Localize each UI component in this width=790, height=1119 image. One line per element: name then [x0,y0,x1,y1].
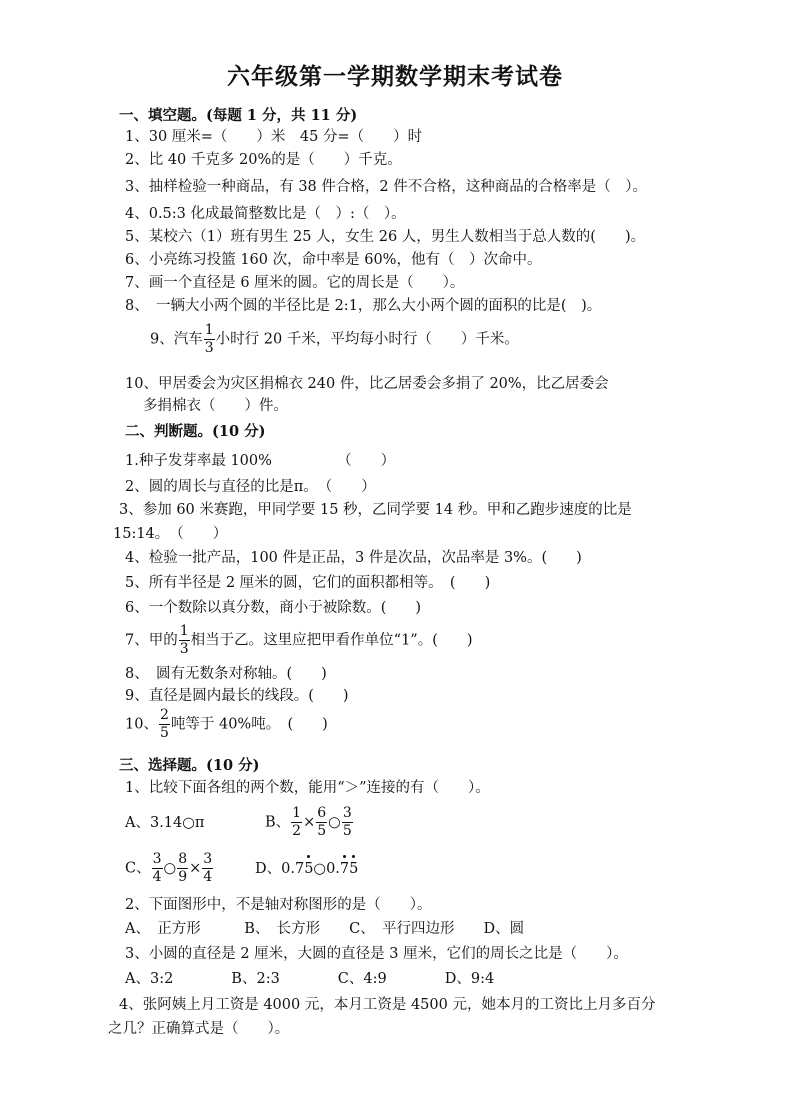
choice-question-2: 2、下面图形中，不是轴对称图形的是（ ）。 [125,897,432,913]
j10-suffix: 吨等于 40%吨。 ( ) [170,716,328,733]
fill-question-6: 6、小亮练习投篮 160 次，命中率是 60%，他有（ ）次命中。 [125,252,542,268]
opt-b-compare: ○ [328,814,341,831]
opt-c-f1-numerator: 3 [152,851,162,867]
opt-b-fraction-1 [291,805,302,840]
exam-title: 六年级第一学期数学期末考试卷 [227,63,563,90]
opt-b-f2-numerator: 6 [317,805,327,821]
choice-3-options: A、3:2 B、2:3 C、4:9 D、9:4 [125,971,495,987]
choice-1-option-d [255,859,358,879]
section-3-heading: 三、选择题。(10 分) [119,757,260,774]
choice-question-1: 1、比较下面各组的两个数，能用“＞”连接的有（ ）。 [125,780,490,796]
opt-c-fraction-2 [177,851,188,886]
judge-question-8: 8、 圆有无数条对称轴。( ) [125,666,327,682]
choice-1-option-c [125,851,214,886]
fill-question-1: 1、30 厘米=（ ）米 45 分=（ ）时 [125,129,423,145]
q9-suffix: 小时行 20 千米，平均每小时行（ ）千米。 [215,331,519,348]
opt-d-repeating-digit-3: 5 [349,861,359,877]
opt-b-f1-numerator: 1 [292,805,302,821]
fill-question-5: 5、某校六（1）班有男生 25 人，女生 26 人，男生人数相当于总人数的( )。 [125,229,646,245]
opt-b-fraction-3 [342,805,353,840]
section-2-heading: 二、判断题。(10 分) [125,423,266,440]
j10-prefix: 10、 [125,716,158,733]
j10-fraction [159,707,170,742]
opt-b-f2-denominator: 5 [317,823,327,839]
opt-c-times: × [189,860,202,877]
judge-question-3-line1: 3、参加 60 米赛跑，甲同学要 15 秒，乙同学要 14 秒。甲和乙跑步速度的比是 [119,502,632,518]
q9-numerator: 1 [204,322,214,338]
judge-question-1: 1.种子发芽率最 100% （ ） [125,453,396,469]
choice-1-option-b [265,805,354,840]
fill-question-2: 2、比 40 千克多 20%的是（ ）千克。 [125,152,402,168]
choice-question-3: 3、小圆的直径是 2 厘米，大圆的直径是 3 厘米，它们的周长之比是（ ）。 [125,946,628,962]
j7-numerator: 1 [179,623,189,639]
judge-question-3-line2: 15:14。 （ ） [113,526,228,542]
fill-question-10-line2: 多捐棉衣（ ）件。 [143,398,288,414]
opt-b-f3-numerator: 3 [342,805,352,821]
judge-question-10 [125,707,328,742]
opt-b-label: B、 [265,814,291,831]
q9-fraction [204,322,215,357]
opt-b-f3-denominator: 5 [342,823,352,839]
opt-c-f2-denominator: 9 [178,869,188,885]
j10-denominator: 5 [159,725,169,741]
opt-b-fraction-2 [316,805,327,840]
judge-question-6: 6、一个数除以真分数，商小于被除数。( ) [125,600,422,616]
opt-d-label: D、0.7 [255,861,305,877]
opt-c-f1-denominator: 4 [152,869,162,885]
opt-c-f3-denominator: 4 [203,869,213,885]
fill-question-3: 3、抽样检验一种商品，有 38 件合格，2 件不合格，这种商品的合格率是（ ）。 [125,179,647,195]
choice-question-4-line2: 之几？正确算式是（ ）。 [108,1021,290,1037]
fill-question-4: 4、0.5:3 化成最简整数比是（ ）:（ ）。 [125,206,406,222]
q9-prefix: 9、汽车 [150,331,203,348]
choice-1-option-a: A、3.14○π [125,815,205,831]
judge-question-9: 9、直径是圆内最长的线段。( ) [125,688,349,704]
choice-2-options: A、 正方形 B、 长方形 C、 平行四边形 D、圆 [125,921,525,937]
j7-prefix: 7、甲的 [125,632,178,649]
opt-c-compare: ○ [163,860,177,877]
fill-question-9 [150,322,519,357]
fill-question-8: 8、 一辆大小两个圆的半径比是 2:1，那么大小两个圆的面积的比是( )。 [125,298,602,314]
judge-question-5: 5、所有半径是 2 厘米的圆，它们的面积都相等。 ( ) [125,575,491,591]
q9-denominator: 3 [204,340,214,356]
opt-b-f1-denominator: 2 [292,823,302,839]
opt-d-repeating-digit-2: 7 [339,861,350,877]
j7-fraction [179,623,190,658]
judge-question-2: 2、圆的周长与直径的比是π。 （ ） [125,479,376,495]
judge-question-4: 4、检验一批产品，100 件是正品，3 件是次品，次品率是 3%。( ) [125,550,582,566]
section-1-heading: 一、填空题。(每题 1 分，共 11 分) [119,107,358,124]
fill-question-7: 7、画一个直径是 6 厘米的圆。它的周长是（ ）。 [125,275,465,291]
opt-d-repeating-digit-1: 5 [304,861,314,877]
j10-numerator: 2 [159,707,169,723]
fill-question-10-line1: 10、甲居委会为灾区捐棉衣 240 件，比乙居委会多捐了 20%，比乙居委会 [125,376,609,392]
opt-c-f2-numerator: 8 [178,851,188,867]
opt-c-fraction-3 [202,851,213,886]
opt-c-label: C、 [125,860,151,877]
opt-b-times: × [303,814,316,831]
opt-c-f3-numerator: 3 [203,851,213,867]
choice-question-4-line1: 4、张阿姨上月工资是 4000 元，本月工资是 4500 元，她本月的工资比上月多百分 [119,997,656,1013]
judge-question-7 [125,623,473,658]
opt-d-middle: ○0. [313,861,340,877]
j7-suffix: 相当于乙。这里应把甲看作单位“1”。( ) [190,632,473,649]
j7-denominator: 3 [179,641,189,657]
opt-c-fraction-1 [152,851,163,886]
